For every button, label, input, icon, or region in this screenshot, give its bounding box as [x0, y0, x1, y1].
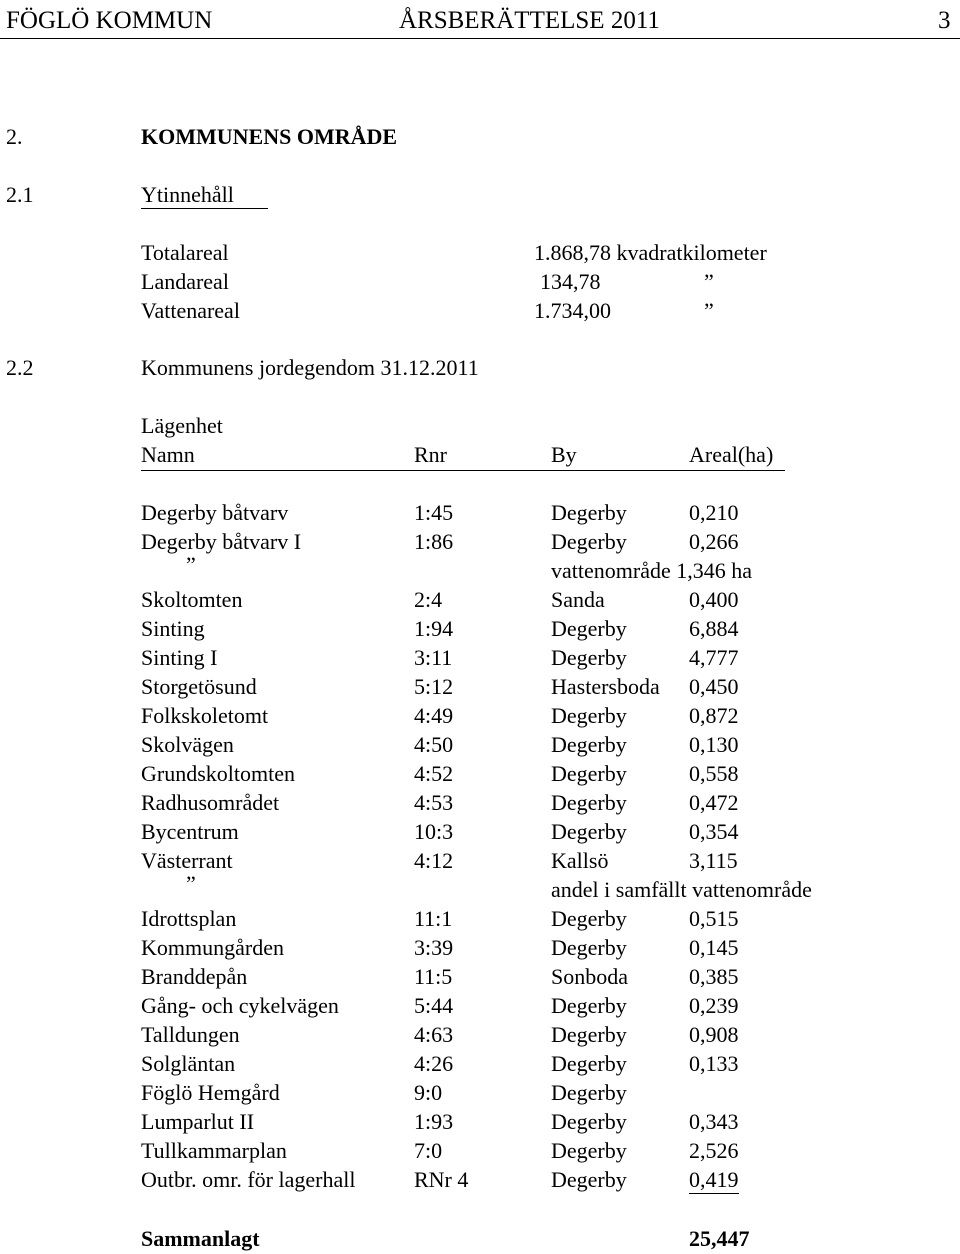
property-village: Degerby — [551, 616, 627, 641]
table-row — [0, 761, 960, 789]
property-rnr: 4:53 — [414, 790, 454, 815]
table-row — [0, 587, 960, 615]
property-name: Gång- och cykelvägen — [141, 993, 339, 1018]
property-village: Degerby — [551, 761, 627, 786]
group-label: Lägenhet — [141, 413, 223, 438]
table-row — [0, 703, 960, 731]
property-village: Degerby — [551, 819, 627, 844]
property-village: Degerby — [551, 529, 627, 554]
column-header-by: By — [551, 442, 577, 467]
property-village: Sanda — [551, 587, 605, 612]
property-village: Degerby — [551, 935, 627, 960]
property-village: Degerby — [551, 1167, 627, 1192]
property-area: 0,145 — [689, 935, 739, 960]
header-report-title: ÅRSBERÄTTELSE 2011 — [399, 7, 660, 34]
property-rnr: 2:4 — [414, 587, 443, 612]
property-village: Degerby — [551, 906, 627, 931]
property-village: Degerby — [551, 703, 627, 728]
page-header — [0, 4, 960, 39]
area-label: Vattenareal — [141, 298, 240, 323]
property-area: 0,239 — [689, 993, 739, 1018]
property-village: Degerby — [551, 1109, 627, 1134]
property-name: Tullkammarplan — [141, 1138, 287, 1163]
property-name: Bycentrum — [141, 819, 239, 844]
table-row — [0, 1022, 960, 1050]
section-title: KOMMUNENS OMRÅDE — [141, 124, 398, 149]
property-name: Outbr. omr. för lagerhall — [141, 1167, 356, 1192]
property-rnr: 4:63 — [414, 1022, 454, 1047]
sub1-number: 2.1 — [6, 182, 34, 207]
property-name: Radhusområdet — [141, 790, 280, 815]
property-name: Grundskoltomten — [141, 761, 295, 786]
column-header-rnr: Rnr — [414, 442, 447, 467]
property-rnr: 4:49 — [414, 703, 454, 728]
property-rnr: 4:12 — [414, 848, 454, 873]
property-village: Degerby — [551, 500, 627, 525]
sub1-title: Ytinnehåll — [141, 182, 268, 209]
property-name: Folkskoletomt — [141, 703, 269, 728]
property-rnr: 1:93 — [414, 1109, 454, 1134]
property-rnr: 9:0 — [414, 1080, 443, 1105]
property-village: Kallsö — [551, 848, 609, 873]
property-area: 0,450 — [689, 674, 739, 699]
property-village: Degerby — [551, 993, 627, 1018]
table-row — [0, 1167, 960, 1195]
property-name: Branddepån — [141, 964, 248, 989]
table-row — [0, 674, 960, 702]
header-municipality: FÖGLÖ KOMMUN — [6, 7, 213, 34]
property-village: Degerby — [551, 1138, 627, 1163]
property-name: Degerby båtvarv I — [141, 529, 302, 554]
property-rnr: 4:26 — [414, 1051, 454, 1076]
table-row — [0, 964, 960, 992]
column-header-name: Namn — [141, 442, 195, 467]
area-value: 1.734,00 — [534, 298, 611, 323]
area-row — [0, 269, 960, 297]
table-row — [0, 848, 960, 876]
property-name: Sinting I — [141, 645, 218, 670]
property-name: Idrottsplan — [141, 906, 237, 931]
property-name: Sinting — [141, 616, 205, 641]
property-area: 0,343 — [689, 1109, 739, 1134]
property-name: Skoltomten — [141, 587, 243, 612]
table-row — [0, 871, 960, 905]
table-row — [0, 819, 960, 847]
table-row — [0, 552, 960, 586]
area-value: 1.868,78 kvadratkilometer — [534, 240, 767, 265]
property-area: 0,515 — [689, 906, 739, 931]
table-row — [0, 993, 960, 1021]
ditto-mark: ” — [186, 871, 196, 896]
property-rnr: 3:39 — [414, 935, 454, 960]
property-area: 0,908 — [689, 1022, 739, 1047]
property-rnr: 1:86 — [414, 529, 454, 554]
total-value: 25,447 — [689, 1226, 750, 1251]
sub2-title: Kommunens jordegendom 31.12.2011 — [141, 355, 479, 380]
table-row — [0, 645, 960, 673]
property-village: Degerby — [551, 732, 627, 757]
property-rnr: 4:52 — [414, 761, 454, 786]
property-village: Degerby — [551, 790, 627, 815]
area-row — [0, 240, 960, 268]
table-row — [0, 1138, 960, 1166]
property-area: 0,210 — [689, 500, 739, 525]
total-label: Sammanlagt — [141, 1226, 260, 1251]
property-rnr: 1:45 — [414, 500, 454, 525]
property-name: Degerby båtvarv — [141, 500, 289, 525]
column-header-areal: Areal(ha) — [689, 442, 774, 467]
property-name: Föglö Hemgård — [141, 1080, 280, 1105]
property-rnr: 7:0 — [414, 1138, 443, 1163]
property-area: 4,777 — [689, 645, 739, 670]
property-area: 6,884 — [689, 616, 739, 641]
property-name: Skolvägen — [141, 732, 234, 757]
property-rnr: 4:50 — [414, 732, 454, 757]
table-row — [0, 935, 960, 963]
row-note: vattenområde 1,346 ha — [551, 558, 752, 583]
property-area: 2,526 — [689, 1138, 739, 1163]
property-rnr: 5:12 — [414, 674, 454, 699]
table-row — [0, 1109, 960, 1137]
property-village: Degerby — [551, 1051, 627, 1076]
ditto-mark: ” — [704, 298, 714, 323]
property-area: 0,400 — [689, 587, 739, 612]
property-name: Västerrant — [141, 848, 233, 873]
property-area: 0,133 — [689, 1051, 739, 1076]
property-name: Lumparlut II — [141, 1109, 255, 1134]
area-label: Landareal — [141, 269, 229, 294]
property-village: Degerby — [551, 645, 627, 670]
property-name: Solgläntan — [141, 1051, 236, 1076]
property-village: Degerby — [551, 1022, 627, 1047]
property-rnr: RNr 4 — [414, 1167, 469, 1192]
table-row — [0, 732, 960, 760]
property-rnr: 11:5 — [414, 964, 453, 989]
property-area: 0,872 — [689, 703, 739, 728]
property-area: 0,558 — [689, 761, 739, 786]
table-row — [0, 790, 960, 818]
property-area: 0,419 — [689, 1167, 739, 1192]
property-rnr: 10:3 — [414, 819, 454, 844]
property-village: Hastersboda — [551, 674, 660, 699]
property-name: Talldungen — [141, 1022, 240, 1047]
area-value: 134,78 — [540, 269, 601, 294]
header-page-number: 3 — [938, 7, 951, 34]
property-rnr: 11:1 — [414, 906, 453, 931]
property-village: Sonboda — [551, 964, 628, 989]
property-area: 0,472 — [689, 790, 739, 815]
property-village: Degerby — [551, 1080, 627, 1105]
property-area: 0,385 — [689, 964, 739, 989]
table-row — [0, 529, 960, 557]
property-name: Kommungården — [141, 935, 284, 960]
property-area: 0,354 — [689, 819, 739, 844]
row-note: andel i samfällt vattenområde — [551, 877, 812, 902]
area-row — [0, 298, 960, 326]
table-row — [0, 1051, 960, 1079]
table-row — [0, 500, 960, 528]
property-rnr: 1:94 — [414, 616, 454, 641]
property-name: Storgetösund — [141, 674, 257, 699]
table-row — [0, 616, 960, 644]
section-number: 2. — [6, 124, 23, 149]
property-rnr: 5:44 — [414, 993, 454, 1018]
ditto-mark: ” — [186, 552, 196, 577]
property-table-header — [141, 442, 785, 471]
property-rnr: 3:11 — [414, 645, 453, 670]
property-area: 3,115 — [689, 848, 738, 873]
property-area: 0,130 — [689, 732, 739, 757]
area-label: Totalareal — [141, 240, 229, 265]
sub2-number: 2.2 — [6, 355, 34, 380]
property-area: 0,266 — [689, 529, 739, 554]
ditto-mark: ” — [704, 269, 714, 294]
table-row — [0, 906, 960, 934]
table-row — [0, 1080, 960, 1108]
